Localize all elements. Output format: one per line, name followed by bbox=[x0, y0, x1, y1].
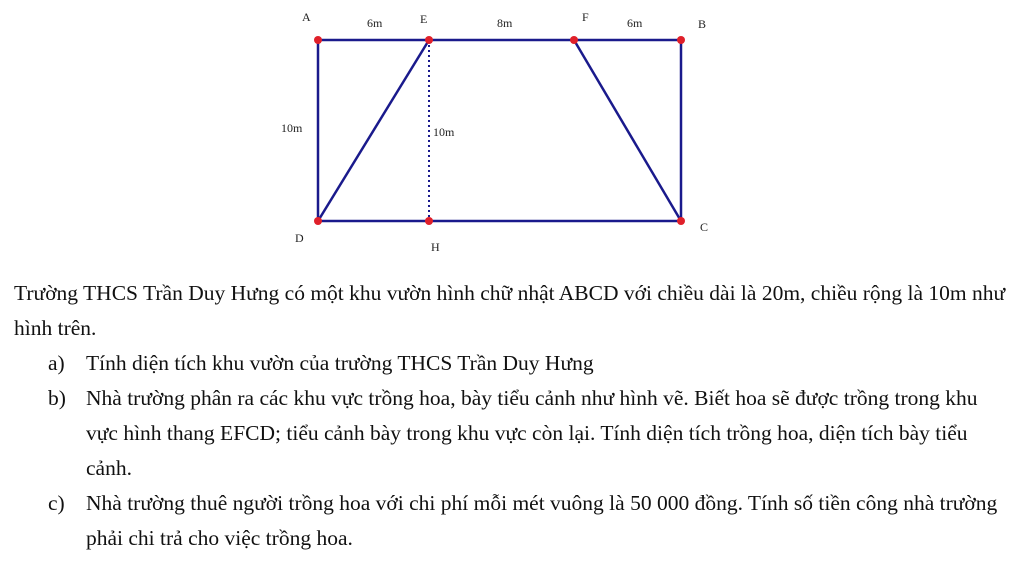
question-c-mark: c) bbox=[48, 491, 65, 515]
measure-ae: 6m bbox=[367, 16, 383, 30]
question-a bbox=[14, 346, 1014, 381]
question-c bbox=[14, 486, 1014, 556]
point-c bbox=[677, 217, 685, 225]
label-d: D bbox=[295, 231, 304, 245]
label-f: F bbox=[582, 10, 589, 24]
measure-ad: 10m bbox=[281, 121, 303, 135]
question-b-text: Nhà trường phân ra các khu vực trồng hoa, bày tiểu cảnh như hình vẽ. Biết hoa sẽ được trồng trong khu vực hình thang EFCD; tiểu cảnh bày trong khu vực còn lại. Tính diện tích trồng hoa, diện tích bày tiểu cảnh. bbox=[86, 386, 978, 480]
question-b-mark: b) bbox=[48, 386, 66, 410]
measure-fb: 6m bbox=[627, 16, 643, 30]
label-e: E bbox=[420, 12, 428, 26]
segment-ed bbox=[318, 40, 429, 221]
question-a-text: Tính diện tích khu vườn của trường THCS Trần Duy Hưng bbox=[86, 351, 594, 375]
question-b bbox=[14, 381, 1014, 486]
problem-text bbox=[14, 276, 1014, 556]
point-f bbox=[570, 36, 578, 44]
label-c: C bbox=[700, 220, 709, 234]
point-d bbox=[314, 217, 322, 225]
segment-fc bbox=[574, 40, 681, 221]
measure-eh: 10m bbox=[433, 125, 455, 139]
label-h: H bbox=[431, 240, 440, 254]
point-b bbox=[677, 36, 685, 44]
point-h bbox=[425, 217, 433, 225]
point-e bbox=[425, 36, 433, 44]
point-a bbox=[314, 36, 322, 44]
geometry-figure bbox=[0, 0, 1024, 270]
measure-ef: 8m bbox=[497, 16, 513, 30]
label-a: A bbox=[302, 10, 311, 24]
question-a-mark: a) bbox=[48, 351, 65, 375]
label-b: B bbox=[698, 17, 707, 31]
problem-intro: Trường THCS Trần Duy Hưng có một khu vườn hình chữ nhật ABCD với chiều dài là 20m, chiều rộng là 10m như hình trên. bbox=[14, 281, 1006, 340]
question-c-text: Nhà trường thuê người trồng hoa với chi phí mỗi mét vuông là 50 000 đồng. Tính số tiền công nhà trường phải chi trả cho việc trồng hoa. bbox=[86, 491, 998, 550]
